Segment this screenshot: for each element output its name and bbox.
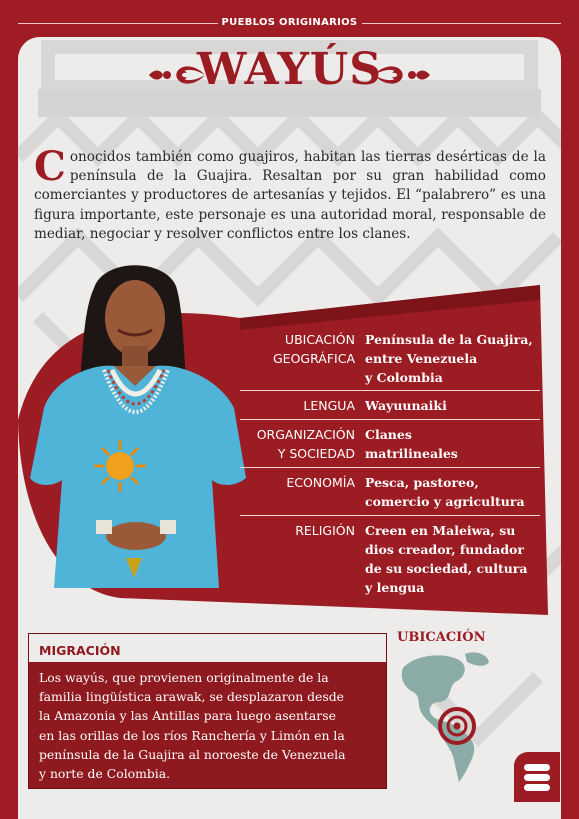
- migration-box: [28, 633, 387, 789]
- migration-text: Los wayús, que provienen originalmente de la familia lingüística arawak, se desplazaron desde la Amazonia y las Antillas para luego asentarse en las orillas de los ríos Ranchería y Limón en la península de la Guajira al noroeste de Venezuela y norte de Colombia.: [39, 670, 346, 782]
- info-label: UBICACIÓN GEOGRÁFICA: [273, 332, 355, 366]
- migration-title: MIGRACIÓN: [39, 643, 121, 658]
- info-value: Creen en Maleiwa, su dios creador, fundador de su sociedad, cultura y lengua: [365, 523, 528, 595]
- page-title: WAYÚS: [196, 44, 383, 95]
- row-divider: [240, 515, 540, 516]
- location-title: UBICACIÓN: [397, 630, 486, 645]
- wayu-woman-illustration: [14, 258, 264, 598]
- info-value: Clanes matrilineales: [365, 427, 458, 461]
- row-divider: [240, 467, 540, 468]
- info-label: ORGANIZACIÓN Y SOCIEDAD: [256, 427, 355, 461]
- info-label: ECONOMÍA: [286, 475, 355, 490]
- intro-text: onocidos también como guajiros, habitan las tierras desérticas de la península de la Guajira. Resaltan por su gran habilidad como comerciantes y productores de artesanías y tejidos. El “palabrero” es una figura importante, este personaje es una autoridad moral, responsable de mediar, negociar y resolver conflictos entre los clanes.: [34, 149, 546, 242]
- info-label: LENGUA: [303, 398, 355, 413]
- americas-map: [395, 648, 515, 788]
- section-label: PUEBLOS ORIGINARIOS: [221, 17, 358, 28]
- info-value: Wayuunaiki: [365, 398, 447, 413]
- row-divider: [240, 419, 540, 420]
- brand-logo-icon: [514, 752, 560, 802]
- info-value: Península de la Guajira, entre Venezuela y Colombia: [365, 332, 533, 385]
- info-value: Pesca, pastoreo, comercio y agricultura: [365, 475, 525, 509]
- row-divider: [240, 390, 540, 391]
- dropcap-letter: C: [34, 143, 66, 190]
- info-label: RELIGIÓN: [295, 523, 355, 538]
- brand-logo-badge: [514, 752, 560, 802]
